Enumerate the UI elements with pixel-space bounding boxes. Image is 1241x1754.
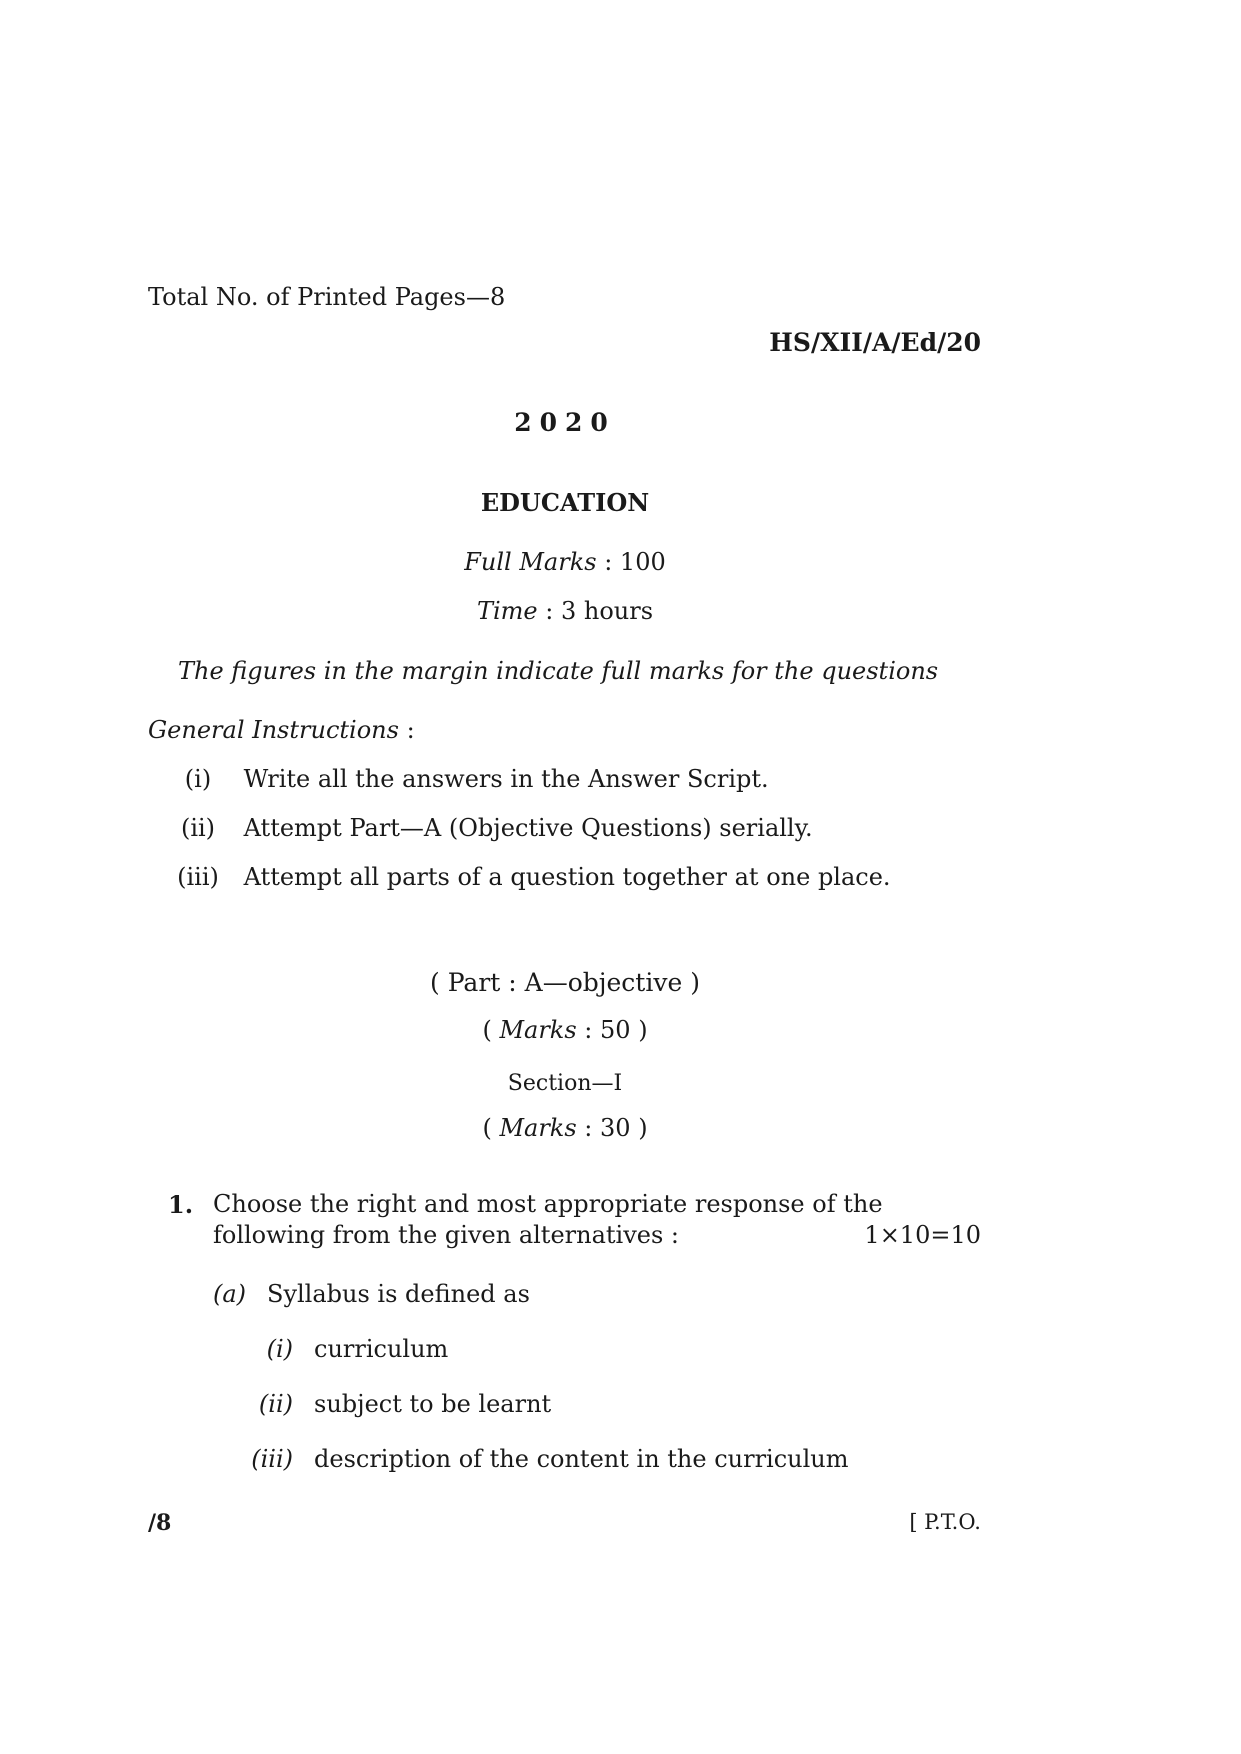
instruction-number: (i) (184, 765, 212, 793)
option-number: (i) (266, 1335, 293, 1363)
subject-title: EDUCATION (480, 488, 650, 517)
total-printed-pages: Total No. of Printed Pages—8 (148, 283, 506, 311)
option-number: (ii) (258, 1390, 293, 1418)
question-text-line2: following from the given alternatives : (213, 1221, 679, 1249)
margin-note: The figures in the margin indicate full marks for the questions (178, 657, 939, 685)
full-marks-label: Full Marks (464, 548, 597, 576)
exam-year: 2020 (514, 408, 616, 437)
instruction-text: Write all the answers in the Answer Script. (243, 765, 769, 793)
instruction-text: Attempt all parts of a question together at one place. (243, 863, 891, 891)
paper-code: HS/XII/A/Ed/20 (769, 328, 981, 357)
section-marks: ( Marks : 30 ) (482, 1114, 648, 1142)
option-text: description of the content in the curriculum (314, 1445, 849, 1473)
part-marks-label: Marks (499, 1016, 577, 1044)
full-marks-value: : 100 (604, 548, 666, 576)
question-marks: 1×10=10 (864, 1221, 981, 1249)
instruction-item (160, 863, 891, 891)
time-label: Time (476, 597, 538, 625)
sub-question-label: (a) (213, 1280, 247, 1308)
section-marks-value: : 30 (584, 1114, 631, 1142)
general-instructions-heading (148, 716, 415, 744)
section-heading: Section—I (507, 1071, 623, 1096)
instruction-number: (ii) (180, 814, 216, 842)
general-instructions-label: General Instructions (148, 716, 399, 744)
general-instructions-colon: : (406, 716, 415, 744)
instruction-item (160, 765, 769, 793)
part-marks-value: : 50 (584, 1016, 631, 1044)
section-marks-label: Marks (499, 1114, 577, 1142)
full-marks (0, 548, 1130, 576)
option-text: subject to be learnt (314, 1390, 552, 1418)
exam-time (0, 597, 1130, 625)
question-text-line1: Choose the right and most appropriate response of the (213, 1190, 883, 1218)
part-heading: ( Part : A—objective ) (430, 968, 700, 997)
time-value: : 3 hours (545, 597, 654, 625)
instruction-text: Attempt Part—A (Objective Questions) serially. (243, 814, 813, 842)
instruction-item (160, 814, 813, 842)
footer-page-count: /8 (148, 1510, 172, 1536)
question-number: 1. (168, 1190, 194, 1219)
instruction-number: (iii) (177, 863, 219, 891)
option-text: curriculum (314, 1335, 449, 1363)
part-marks: ( Marks : 50 ) (482, 1016, 648, 1044)
sub-question-text: Syllabus is defined as (267, 1280, 530, 1308)
option-number: (iii) (251, 1445, 293, 1473)
footer-pto: [ P.T.O. (909, 1510, 981, 1534)
